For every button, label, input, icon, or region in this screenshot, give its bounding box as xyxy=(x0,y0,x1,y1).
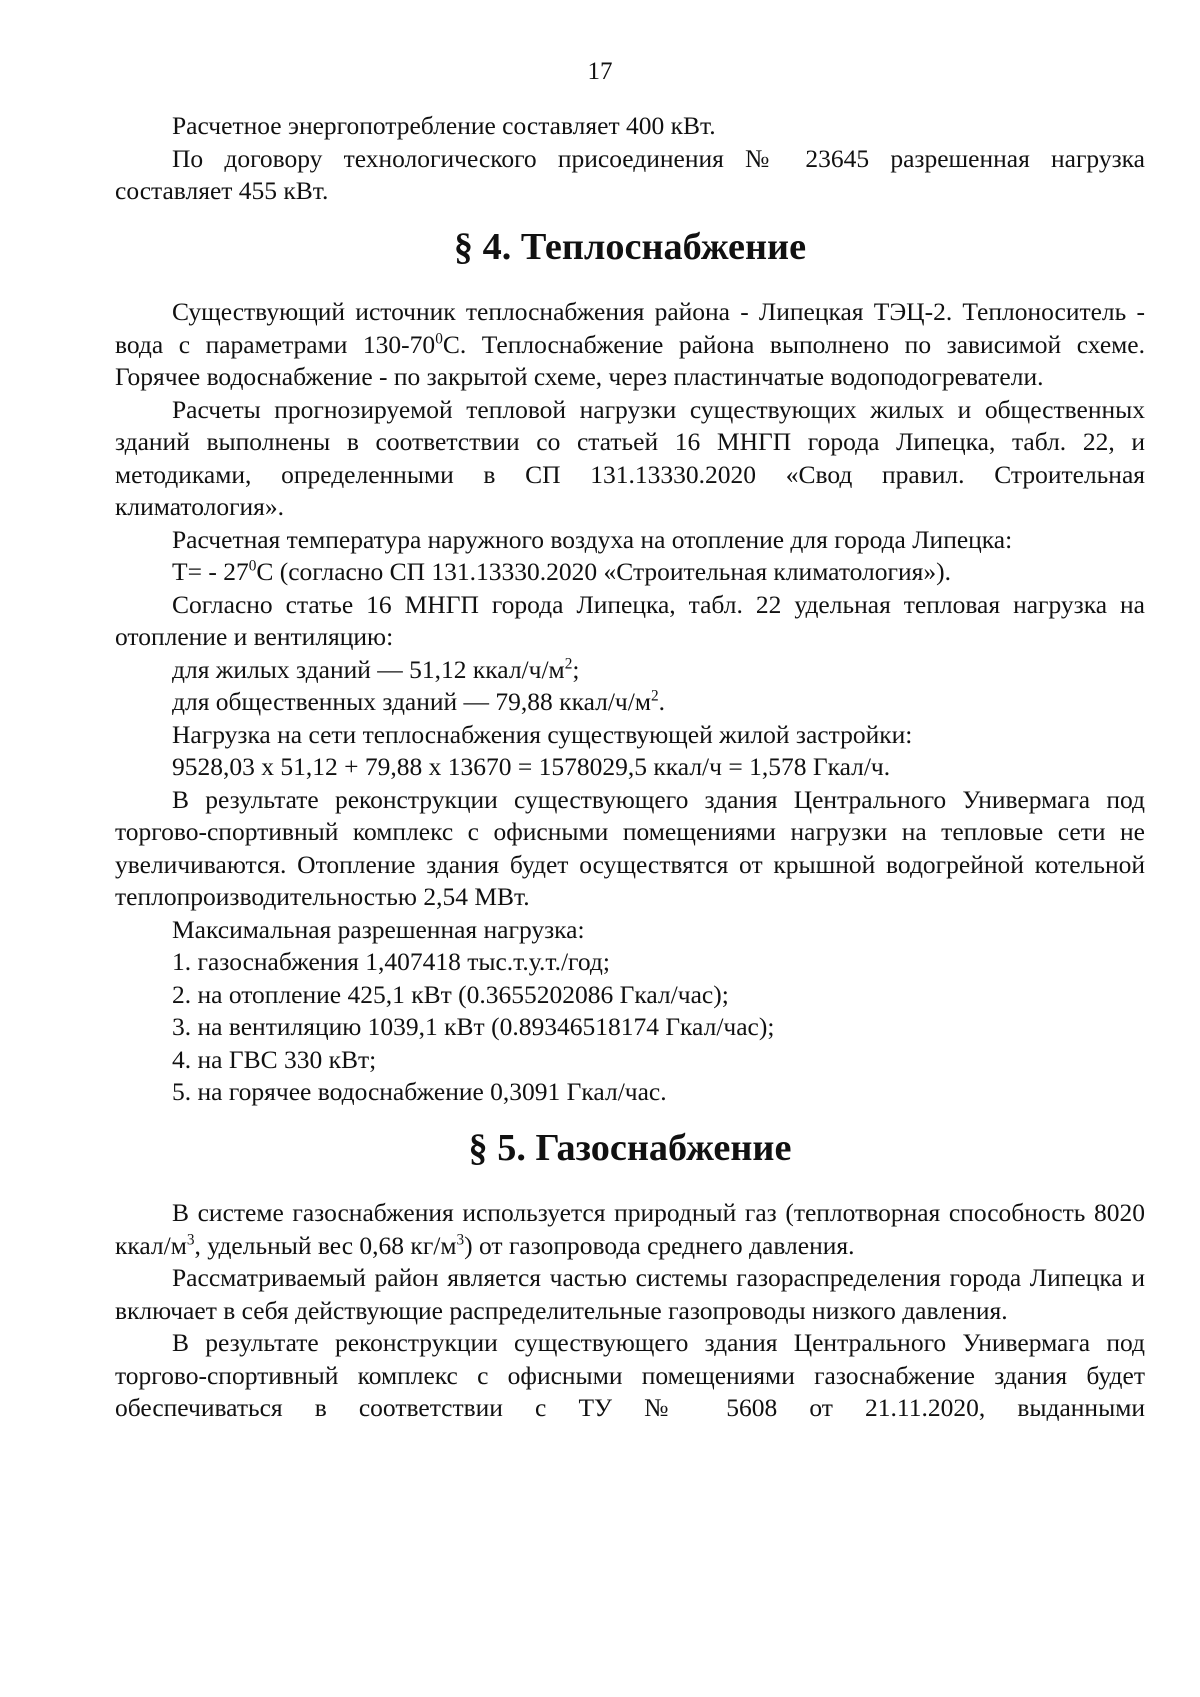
list-item: для жилых зданий — 51,12 ккал/$ч/м^2$; xyxy=(172,654,580,684)
paragraph: Нагрузка на сети теплоснабжения существующей жилой застройки: xyxy=(172,719,913,749)
section-heading-heat-supply: § 4. Теплоснабжение xyxy=(453,225,807,268)
formula-line: $Т= - 27^0С$ (согласно СП 131.13330.2020 «Строительная климатология»). xyxy=(172,557,951,586)
paragraph: Существующий источник теплоснабжения района - Липецкая ТЭЦ-2. Теплоноситель - вода с параметрами $130-70^0С$. Теплоснабжение района выполнено по зависимой схеме. Горячее водоснабжение - по закрытой схеме, через пластинчатые водоподогреватели. xyxy=(115,297,1145,391)
list-item: 2. на отопление 425,1 кВт (0.3655202086 Гкал/час); xyxy=(172,979,729,1009)
paragraph: В результате реконструкции существующего здания Центрального Универмага под торгово-спортивный комплекс с офисными помещениями газоснабжение здания будет обеспечиваться в соответствии с ТУ № 5608 от 21.11.2020, выданными xyxy=(115,1328,1145,1422)
paragraph: Расчетное энергопотребление составляет 400 кВт. xyxy=(172,111,716,140)
paragraph: Согласно статье 16 МНГП города Липецка, табл. 22 удельная тепловая нагрузка на отопление и вентиляцию: xyxy=(115,589,1145,651)
section-heading-gas-supply: § 5. Газоснабжение xyxy=(468,1126,792,1169)
list-item: для общественных зданий — 79,88 ккал/$ч/м^2$. xyxy=(172,687,666,716)
formula-line: 9528,03 х 51,12 + 79,88 х 13670 = 1578029,5 ккал/ч = 1,578 Гкал/ч. xyxy=(172,752,891,781)
paragraph: Рассматриваемый район является частью системы газораспределения города Липецка и включает в себя действующие распределительные газопроводы низкого давления. xyxy=(115,1263,1145,1325)
paragraph: Максимальная разрешенная нагрузка: xyxy=(172,914,585,944)
page-body xyxy=(115,110,1145,1425)
paragraph: В результате реконструкции существующего здания Центрального Универмага под торгово-спортивный комплекс с офисными помещениями нагрузки на тепловые сети не увеличиваются. Отопление здания будет осуществятся от крышной водогрейной котельной теплопроизводительностью 2,54 МВт. xyxy=(115,784,1145,911)
paragraph: В системе газоснабжения используется природный газ (теплотворная способность 8020 ккал/$м^3$, удельный вес 0,68 $кг/м^3$) от газопровода среднего давления. xyxy=(115,1198,1145,1260)
list-item: 4. на ГВС 330 кВт; xyxy=(172,1044,377,1074)
paragraph: Расчетная температура наружного воздуха на отопление для города Липецка: xyxy=(172,524,1013,554)
paragraph: По договору технологического присоединения № 23645 разрешенная нагрузка составляет 455 кВт. xyxy=(115,143,1145,205)
list-item: 1. газоснабжения 1,407418 тыс.т.у.т./год; xyxy=(172,947,610,976)
page-number: 17 xyxy=(587,58,613,85)
list-item: 3. на вентиляцию 1039,1 кВт (0.89346518174 Гкал/час); xyxy=(172,1012,775,1041)
paragraph: Расчеты прогнозируемой тепловой нагрузки существующих жилых и общественных зданий выполнены в соответствии со статьей 16 МНГП города Липецка, табл. 22, и методиками, определенными в СП 131.13330.2020 «Свод правил. Строительная климатология». xyxy=(115,394,1145,521)
list-item: 5. на горячее водоснабжение 0,3091 Гкал/час. xyxy=(172,1077,667,1106)
